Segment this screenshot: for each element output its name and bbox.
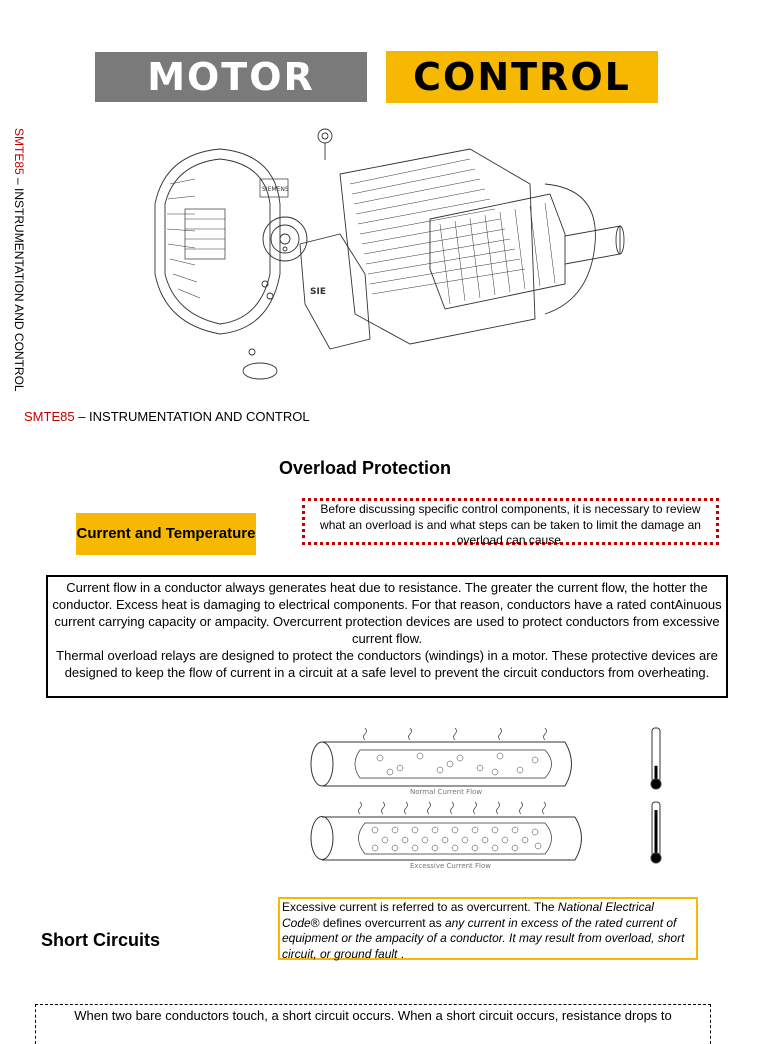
side-course-code: SMTE85 — [12, 128, 26, 175]
normal-electrons — [377, 753, 538, 775]
excessive-conductor — [311, 817, 582, 861]
excessive-thermometer — [651, 802, 661, 863]
excessive-heat-waves — [359, 802, 546, 814]
short-circuit-paragraph: When two bare conductors touch, a short circuit occurs. When a short circuit occurs, resistance drops to — [74, 1008, 672, 1023]
footer-course-title: – INSTRUMENTATION AND CONTROL — [74, 409, 310, 424]
overload-paragraph-1: Current flow in a conductor always generates heat due to resistance. The greater the current flow, the hotter the conductor. Excess heat is damaging to electrical components. For that reason, conductors have a rated contAinuous current carrying capacity or ampacity. Overcurrent protection devices are used to protect conductors from excessive current flow. — [52, 580, 722, 646]
overcurrent-text-end: . — [397, 946, 405, 961]
excessive-thermometer-level — [655, 810, 658, 856]
course-footer-line — [24, 409, 310, 424]
illustration-side-text: SIE — [310, 287, 326, 297]
normal-heat-waves — [364, 728, 547, 740]
normal-thermometer — [651, 728, 661, 789]
short-circuit-text-box — [35, 1004, 711, 1044]
current-temperature-label: Current and Temperature — [76, 525, 256, 542]
title-motor-banner — [95, 52, 367, 102]
current-flow-figure — [300, 720, 680, 870]
normal-conductor — [311, 742, 572, 786]
overcurrent-definition: any current in excess of the rated current of equipment or the ampacity of a conductor. It may result from overload, short circuit, or ground fault — [282, 915, 685, 961]
normal-flow-caption: Normal Current Flow — [410, 788, 483, 796]
nec-title: National Electrical Code — [282, 900, 654, 930]
short-circuits-heading: Short Circuits — [41, 930, 161, 950]
side-course-title: – INSTRUMENTATION AND CONTROL — [12, 174, 26, 392]
excessive-electrons — [372, 827, 541, 851]
overcurrent-text-registered: ® defines overcurrent as — [310, 915, 445, 930]
side-course-label — [10, 128, 26, 418]
title-control-banner — [386, 51, 658, 103]
footer-course-code: SMTE85 — [24, 409, 75, 424]
title-motor-text: MOTOR — [147, 55, 315, 99]
motor-exploded-illustration — [140, 124, 640, 386]
current-temperature-tag — [76, 513, 256, 555]
overload-protection-heading: Overload Protection — [278, 458, 452, 478]
excessive-flow-caption: Excessive Current Flow — [410, 862, 492, 870]
illustration-nameplate-text: SIEMENS — [262, 186, 289, 193]
overcurrent-definition-box — [278, 897, 698, 960]
overload-explanation-box — [46, 575, 728, 698]
title-control-text: CONTROL — [413, 55, 631, 99]
overload-paragraph-2: Thermal overload relays are designed to protect the conductors (windings) in a motor. These protective devices are designed to keep the flow of current in a circuit at a safe level to prevent the circuit conductors from overheating. — [56, 648, 718, 680]
overload-intro-note: Before discussing specific control components, it is necessary to review what an overload is and what steps can be taken to limit the damage an overload can cause. — [302, 498, 719, 545]
overcurrent-text-intro: Excessive current is referred to as overcurrent. The — [282, 900, 558, 914]
